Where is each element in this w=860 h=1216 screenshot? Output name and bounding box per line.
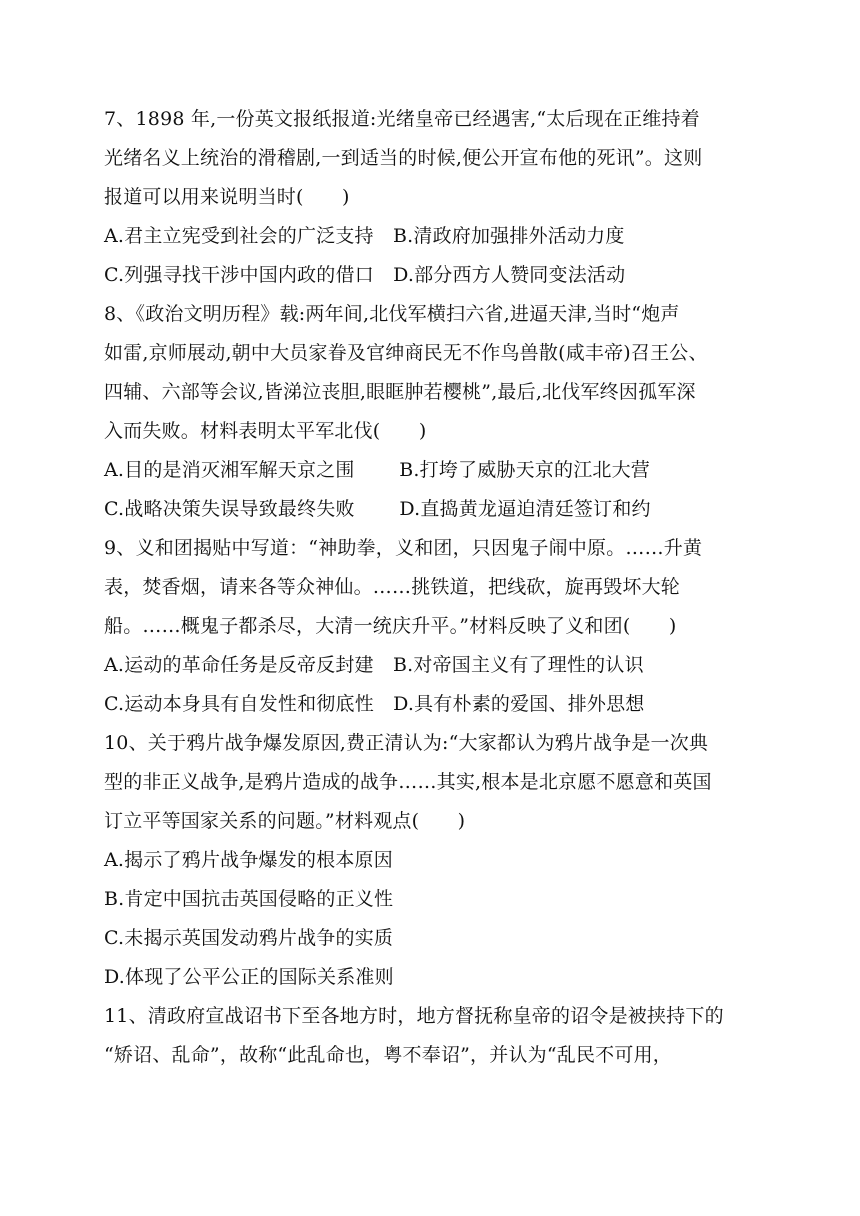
question-8-stem-line-3: 四辅、六部等会议,皆涕泣丧胆,眼眶肿若樱桃”,最后,北伐军终因孤军深 xyxy=(104,381,696,403)
question-9-options-cd: C.运动本身具有自发性和彻底性 D.具有朴素的爱国、排外思想 xyxy=(104,693,645,715)
question-7-stem-line-3: 报道可以用来说明当时( ) xyxy=(104,186,350,208)
question-11-stem-line-2: “矫诏、乱命”，故称“此乱命也，粤不奉诏”，并认为“乱民不可用， xyxy=(104,1044,672,1066)
question-10-stem-line-1: 10、关于鸦片战争爆发原因,费正清认为:“大家都认为鸦片战争是一次典 xyxy=(104,732,709,754)
question-10-option-d: D.体现了公平公正的国际关系准则 xyxy=(104,966,394,988)
question-9-options-ab: A.运动的革命任务是反帝反封建 B.对帝国主义有了理性的认识 xyxy=(104,654,644,676)
question-7-options-cd: C.列强寻找干涉中国内政的借口 D.部分西方人赞同变法活动 xyxy=(104,264,626,286)
question-9-stem-line-1: 9、义和团揭贴中写道：“神助拳，义和团，只因鬼子闹中原。……升黄 xyxy=(104,537,703,559)
question-10-stem-line-3: 订立平等国家关系的问题。”材料观点( ) xyxy=(104,810,466,832)
question-10-stem-line-2: 型的非正义战争,是鸦片造成的战争……其实,根本是北京愿不愿意和英国 xyxy=(104,771,712,793)
question-7-stem-line-2: 光绪名义上统治的滑稽剧,一到适当的时候,便公开宣布他的死讯”。这则 xyxy=(104,147,703,169)
question-9-stem-line-2: 表，焚香烟，请来各等众神仙。……挑铁道，把线砍，旋再毁坏大轮 xyxy=(104,576,681,598)
question-8-stem-line-4: 入而失败。材料表明太平军北伐( ) xyxy=(104,420,427,442)
question-10-option-a: A.揭示了鸦片战争爆发的根本原因 xyxy=(104,849,393,871)
question-7-options-ab: A.君主立宪受到社会的广泛支持 B.清政府加强排外活动力度 xyxy=(104,225,625,247)
question-8-options-ab: A.目的是消灭湘军解天京之围 B.打垮了威胁天京的江北大营 xyxy=(104,459,651,481)
question-11-stem-line-1: 11、清政府宣战诏书下至各地方时，地方督抚称皇帝的诏令是被挟持下的 xyxy=(104,1005,724,1027)
question-9-stem-line-3: 船。……概鬼子都杀尽，大清一统庆升平。”材料反映了义和团( ) xyxy=(104,615,677,637)
question-8-stem-line-2: 如雷,京师展动,朝中大员家眷及官绅商民无不作鸟兽散(咸丰帝)召王公、 xyxy=(104,342,708,364)
question-8-options-cd: C.战略决策失误导致最终失败 D.直捣黄龙逼迫清廷签订和约 xyxy=(104,498,651,520)
question-10-option-c: C.未揭示英国发动鸦片战争的实质 xyxy=(104,927,394,949)
question-10-option-b: B.肯定中国抗击英国侵略的正义性 xyxy=(104,888,394,910)
question-8-stem-line-1: 8、《政治文明历程》载:两年间,北伐军横扫六省,进逼天津,当时“炮声 xyxy=(104,303,680,325)
question-7-stem-line-1: 7、1898 年,一份英文报纸报道:光绪皇帝已经遇害,“太后现在正维持着 xyxy=(104,108,700,130)
